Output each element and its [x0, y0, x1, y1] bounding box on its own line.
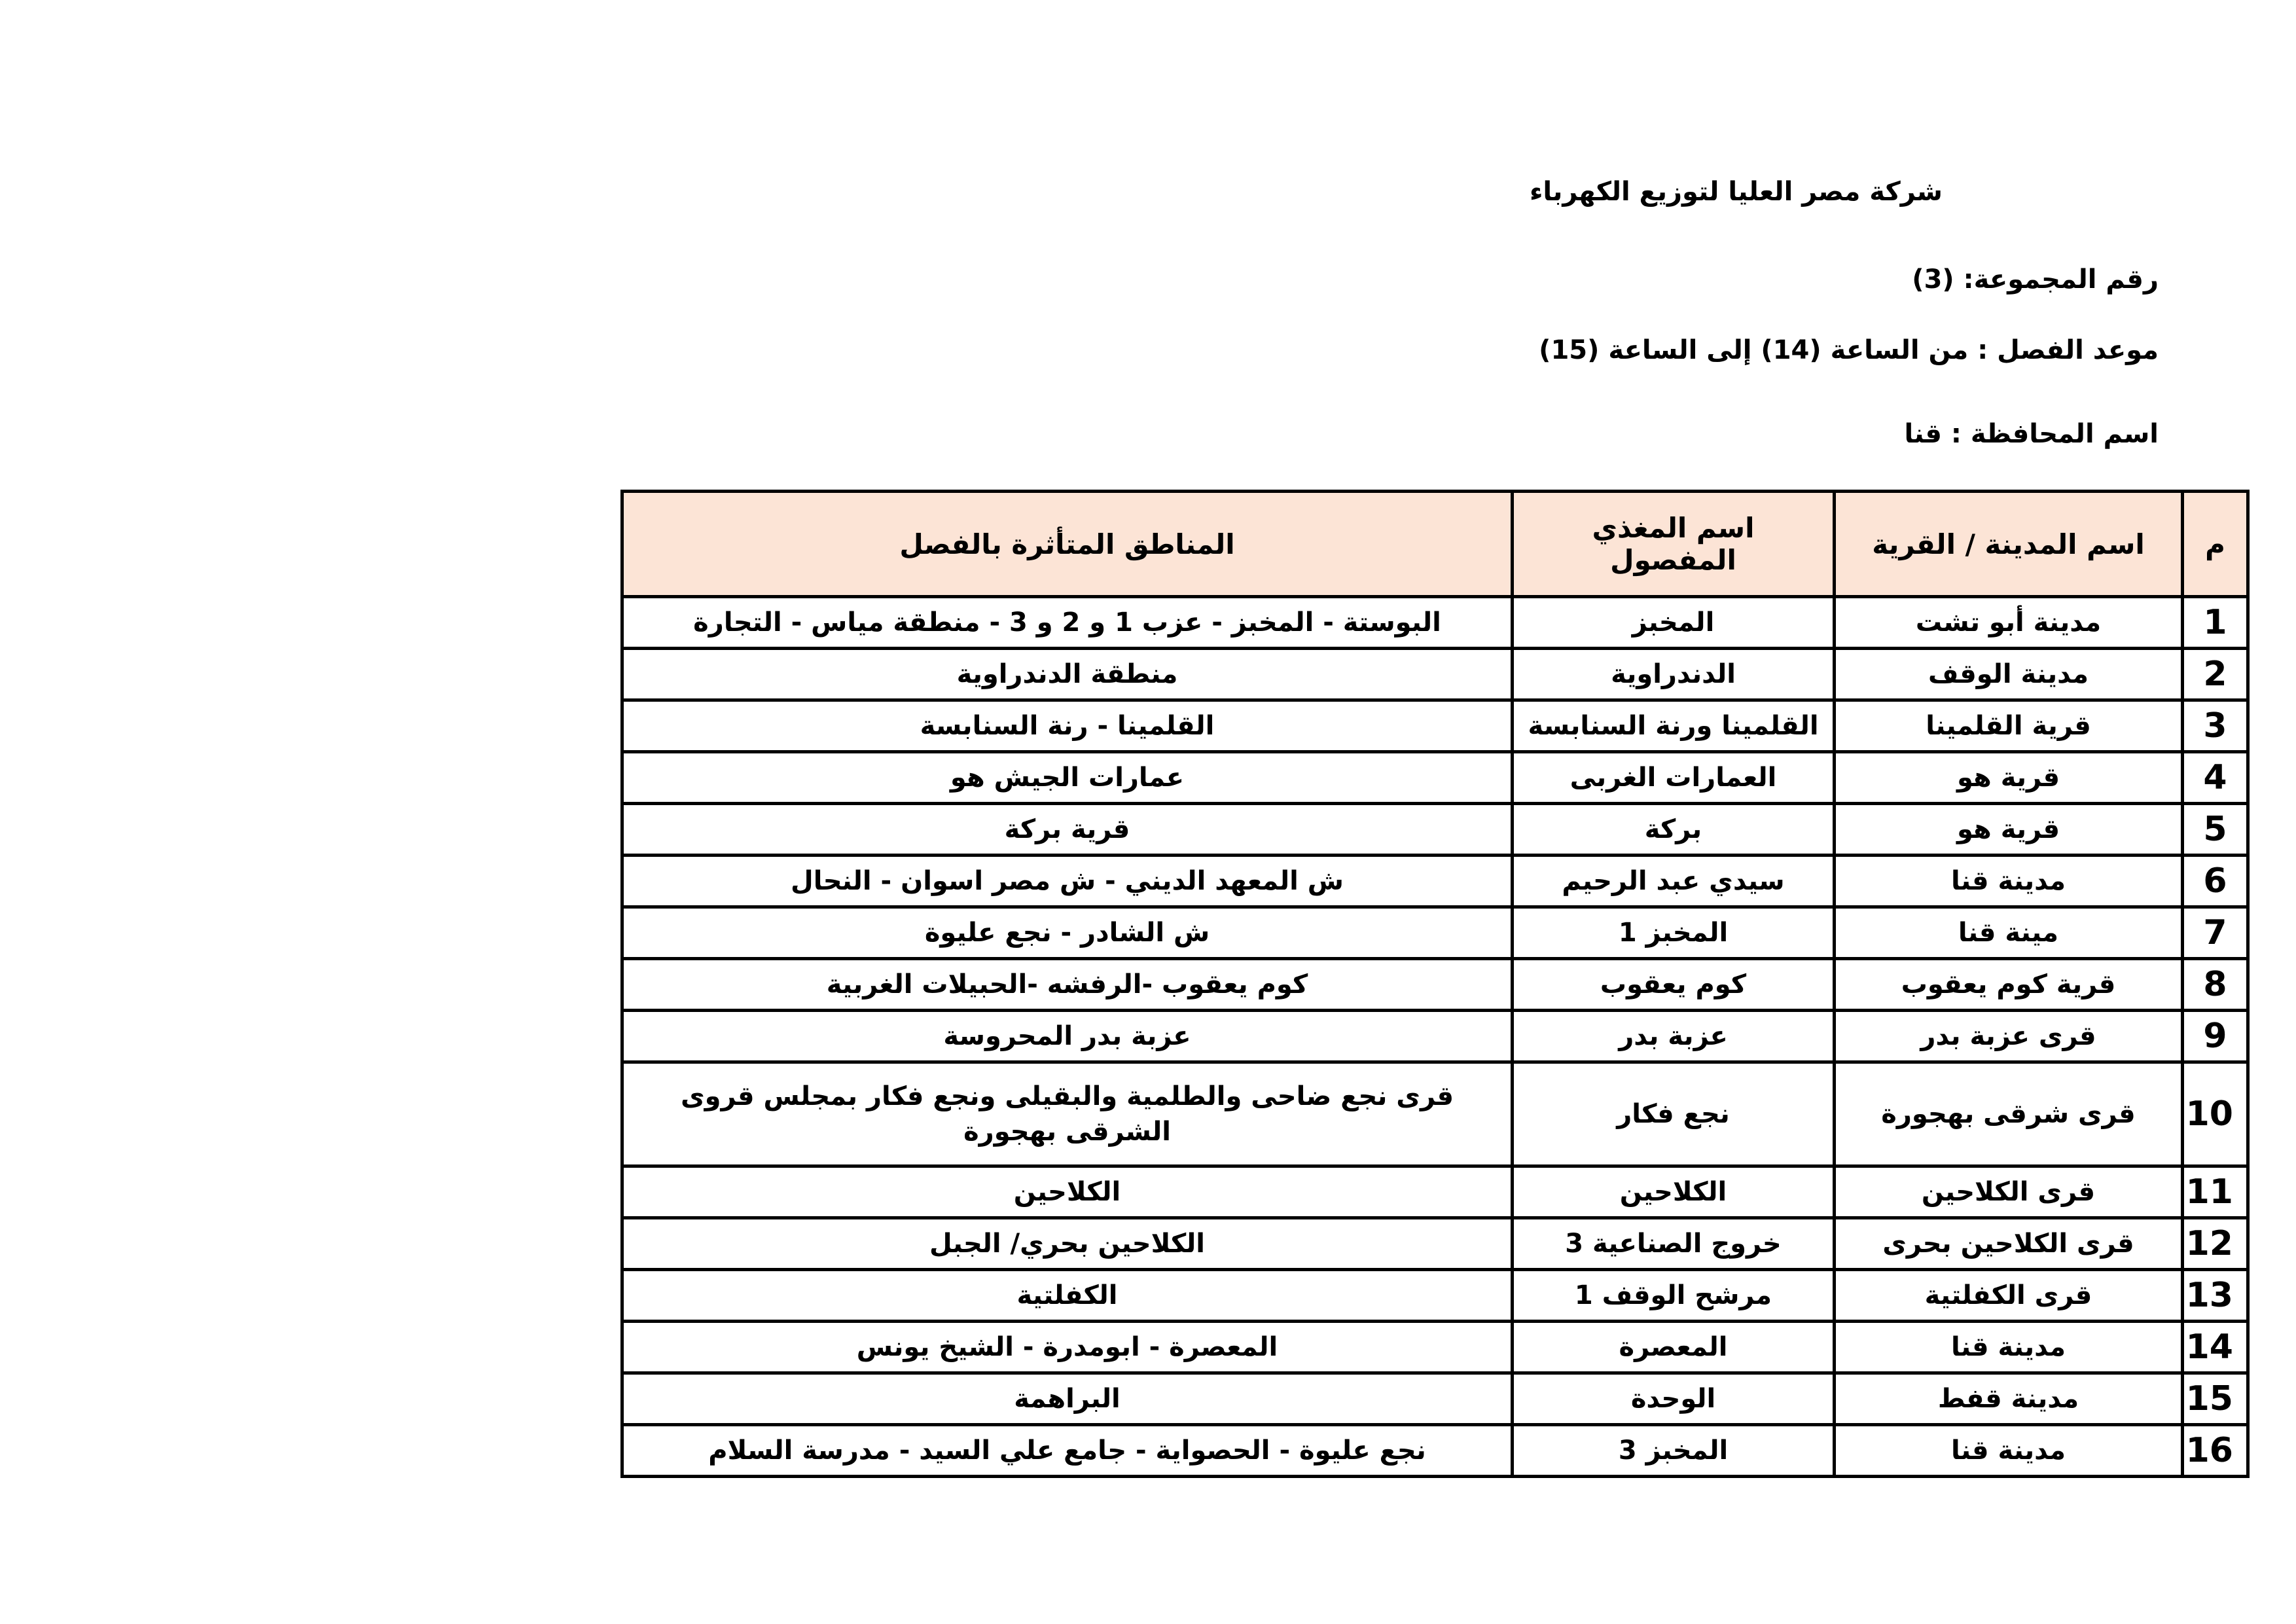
row-number-cell: 8 [2183, 959, 2248, 1011]
areas-cell: الكلاحين بحري/ الجبل [622, 1218, 1513, 1270]
row-number-cell: 1 [2183, 597, 2248, 649]
row-number-cell: 4 [2183, 752, 2248, 804]
areas-cell: منطقة الدندراوية [622, 649, 1513, 700]
areas-cell: ش المعهد الديني - ش مصر اسوان - النحال [622, 856, 1513, 907]
feeder-cell: الدندراوية [1513, 649, 1835, 700]
row-number-cell: 16 [2183, 1425, 2248, 1477]
row-number-cell: 2 [2183, 649, 2248, 700]
areas-cell: المعصرة - ابومدرة - الشيخ يونس [622, 1322, 1513, 1373]
row-number-cell: 9 [2183, 1011, 2248, 1062]
areas-cell: الكفلتية [622, 1270, 1513, 1322]
cutoff-schedule [1539, 335, 2159, 365]
row-number-cell: 6 [2183, 856, 2248, 907]
areas-cell: القلمينا - رنة السنابسة [622, 700, 1513, 752]
table-row [622, 752, 2248, 804]
city-cell: مدينة أبو تشت [1835, 597, 2183, 649]
row-number-cell: 13 [2183, 1270, 2248, 1322]
table-row [622, 700, 2248, 752]
city-cell: قرية كوم يعقوب [1835, 959, 2183, 1011]
areas-cell: البوستة - المخبز - عزب 1 و 2 و 3 - منطقة مياس - التجارة [622, 597, 1513, 649]
city-cell: مدينة قنا [1835, 856, 2183, 907]
outage-table [620, 490, 2250, 1478]
feeder-cell: بركة [1513, 804, 1835, 856]
governorate [1904, 419, 2159, 449]
feeder-cell: الوحدة [1513, 1373, 1835, 1425]
row-number-cell: 5 [2183, 804, 2248, 856]
governorate-label: اسم المحافظة : [1950, 419, 2159, 449]
row-number-cell: 12 [2183, 1218, 2248, 1270]
city-cell: قرى الكلاحين بحرى [1835, 1218, 2183, 1270]
row-number-cell: 7 [2183, 907, 2248, 959]
schedule-value: من الساعة (14) إلى الساعة (15) [1539, 335, 1969, 365]
table-row [622, 1062, 2248, 1166]
column-header-areas: المناطق المتأثرة بالفصل [622, 492, 1513, 597]
table-row [622, 1373, 2248, 1425]
table-row [622, 907, 2248, 959]
feeder-cell: العمارات الغربى [1513, 752, 1835, 804]
table-row [622, 597, 2248, 649]
city-cell: قرى عزبة بدر [1835, 1011, 2183, 1062]
table-row [622, 649, 2248, 700]
areas-cell: قرية بركة [622, 804, 1513, 856]
table-row [622, 1425, 2248, 1477]
governorate-value: قنا [1904, 419, 1942, 449]
areas-cell: نجع عليوة - الحصواية - جامع علي السيد - مدرسة السلام [622, 1425, 1513, 1477]
city-cell: قرى شرقى بهجورة [1835, 1062, 2183, 1166]
table-row [622, 1218, 2248, 1270]
city-cell: قرى الكلاحين [1835, 1166, 2183, 1218]
city-cell: مدينة قنا [1835, 1322, 2183, 1373]
feeder-cell: المخبز 1 [1513, 907, 1835, 959]
table-row [622, 856, 2248, 907]
areas-cell: قرى نجع ضاحى والطلمية والبقيلى ونجع فكار بمجلس قروى الشرقى بهجورة [622, 1062, 1513, 1166]
row-number-cell: 3 [2183, 700, 2248, 752]
city-cell: قرية هو [1835, 752, 2183, 804]
feeder-cell: نجع فكار [1513, 1062, 1835, 1166]
table-row [622, 1270, 2248, 1322]
areas-cell: عزبة بدر المحروسة [622, 1011, 1513, 1062]
table-row [622, 1322, 2248, 1373]
column-header-city: اسم المدينة / القرية [1835, 492, 2183, 597]
feeder-cell: خروج الصناعية 3 [1513, 1218, 1835, 1270]
table-row [622, 1011, 2248, 1062]
column-header-feeder: اسم المغذي المفصول [1513, 492, 1835, 597]
column-header-number: م [2183, 492, 2248, 597]
city-cell: مينة قنا [1835, 907, 2183, 959]
city-cell: مدينة قنا [1835, 1425, 2183, 1477]
feeder-cell: مرشح الوقف 1 [1513, 1270, 1835, 1322]
table-header-row [622, 492, 2248, 597]
group-label: رقم المجموعة: [1963, 264, 2159, 295]
city-cell: قرية القلمينا [1835, 700, 2183, 752]
table-row [622, 959, 2248, 1011]
schedule-label: موعد الفصل : [1977, 335, 2159, 365]
feeder-cell: الكلاحين [1513, 1166, 1835, 1218]
row-number-cell: 14 [2183, 1322, 2248, 1373]
table-row [622, 1166, 2248, 1218]
table-row [622, 804, 2248, 856]
row-number-cell: 11 [2183, 1166, 2248, 1218]
areas-cell: الكلاحين [622, 1166, 1513, 1218]
row-number-cell: 15 [2183, 1373, 2248, 1425]
feeder-cell: عزبة بدر [1513, 1011, 1835, 1062]
city-cell: مدينة قفط [1835, 1373, 2183, 1425]
city-cell: قرية هو [1835, 804, 2183, 856]
feeder-cell: سيدي عبد الرحيم [1513, 856, 1835, 907]
feeder-cell: القلمينا ورنة السنابسة [1513, 700, 1835, 752]
group-value: (3) [1912, 264, 1954, 295]
feeder-cell: المخبز 3 [1513, 1425, 1835, 1477]
feeder-cell: المعصرة [1513, 1322, 1835, 1373]
city-cell: قرى الكفلتية [1835, 1270, 2183, 1322]
areas-cell: البراهمة [622, 1373, 1513, 1425]
city-cell: مدينة الوقف [1835, 649, 2183, 700]
areas-cell: ش الشادر - نجع عليوة [622, 907, 1513, 959]
areas-cell: عمارات الجيش هو [622, 752, 1513, 804]
feeder-cell: المخبز [1513, 597, 1835, 649]
row-number-cell: 10 [2183, 1062, 2248, 1166]
feeder-cell: كوم يعقوب [1513, 959, 1835, 1011]
company-name: شركة مصر العليا لتوزيع الكهرباء [1529, 177, 1943, 207]
group-number [1912, 264, 2159, 295]
areas-cell: كوم يعقوب -الرفشه -الحبيلات الغربية [622, 959, 1513, 1011]
